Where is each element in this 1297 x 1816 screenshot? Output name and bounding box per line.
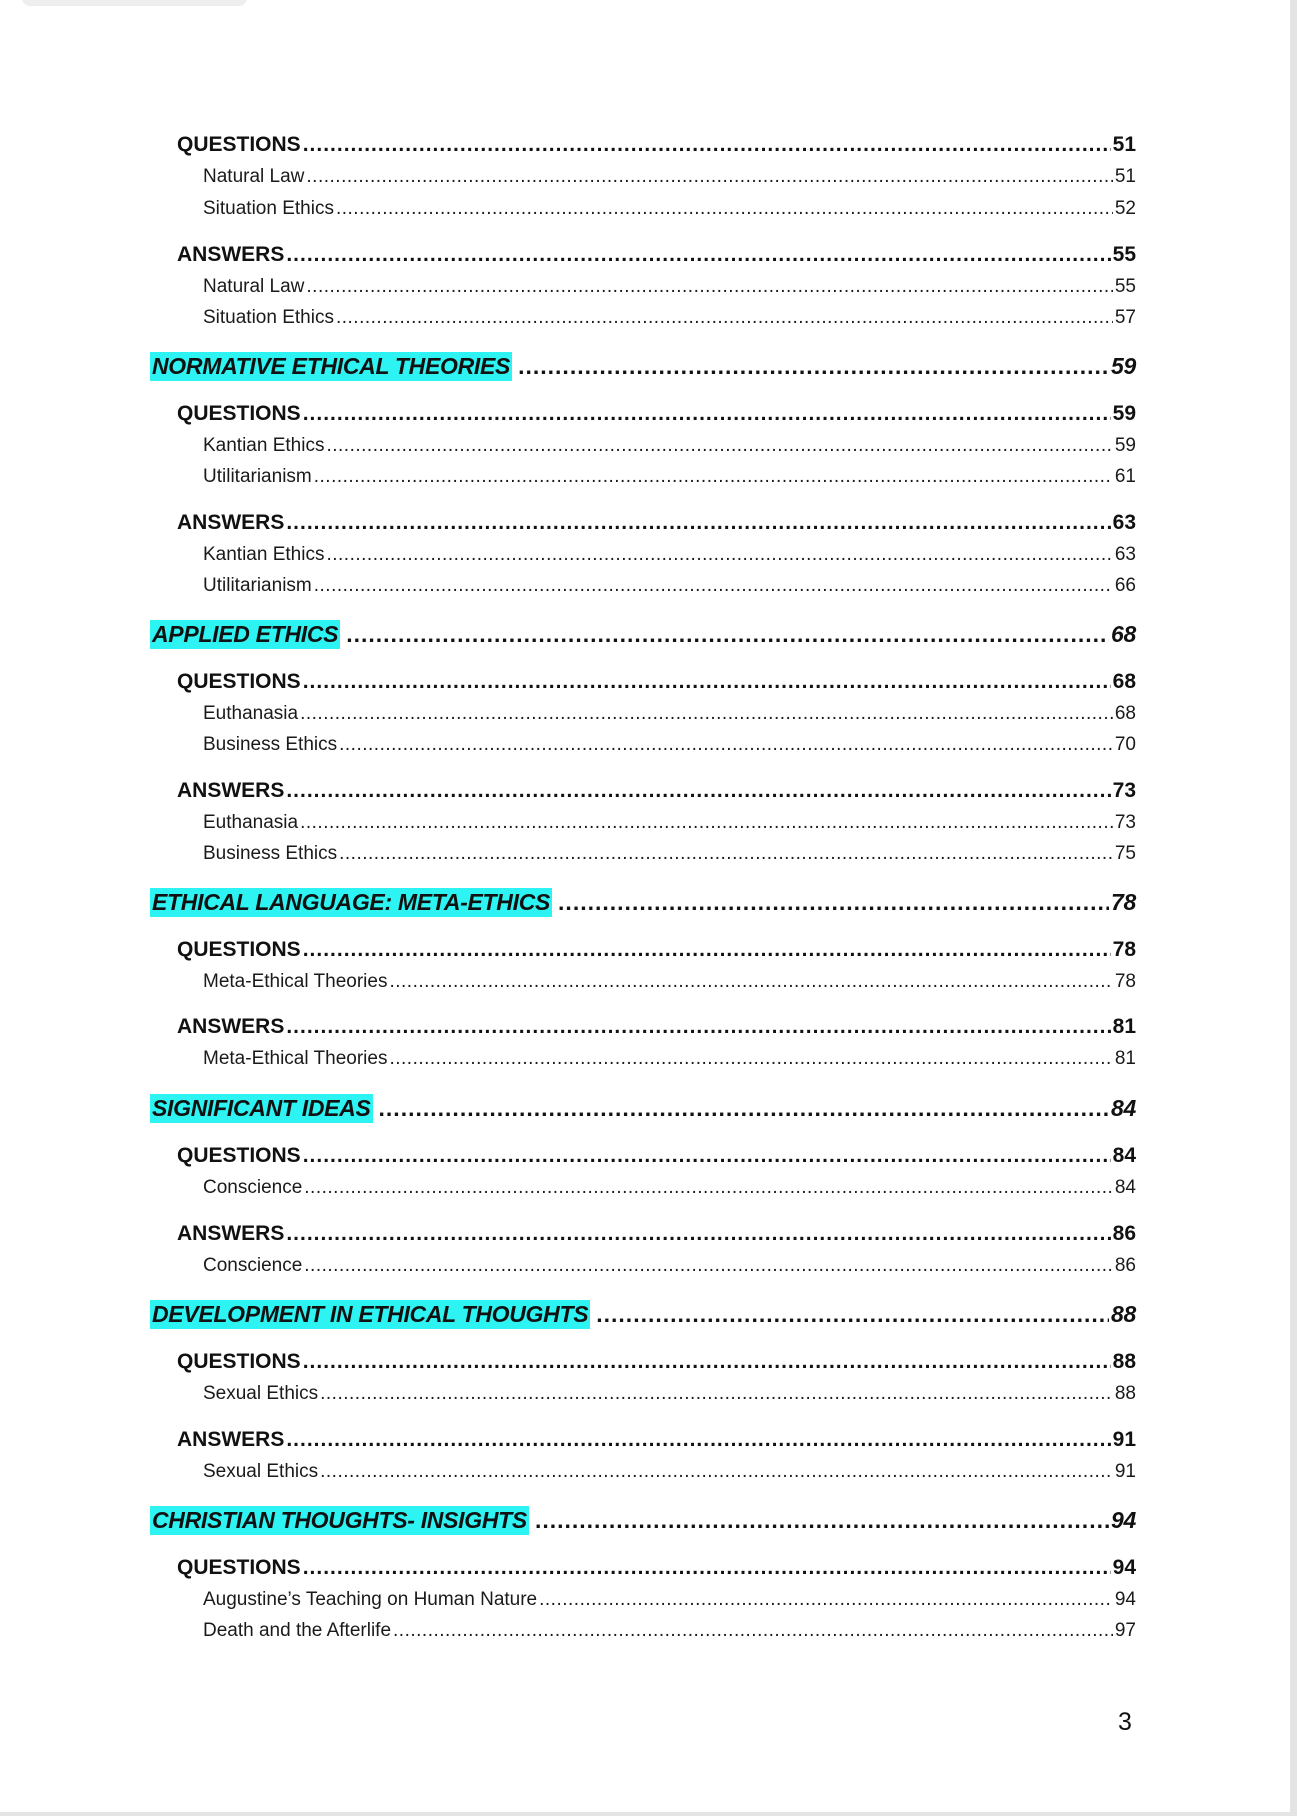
toc-dot-leader	[304, 1255, 1113, 1277]
toc-chapter-entry[interactable]	[150, 620, 1136, 649]
toc-page-number: 63	[1112, 511, 1136, 534]
toc-dot-leader	[326, 544, 1112, 566]
toc-page-number: 86	[1114, 1255, 1136, 1276]
toc-topic-title: Euthanasia	[203, 812, 299, 833]
toc-dot-leader	[326, 435, 1112, 457]
toc-dot-leader	[300, 812, 1113, 834]
page-edge	[1290, 0, 1297, 1816]
toc-dot-leader	[389, 1048, 1112, 1070]
toc-dot-leader	[336, 307, 1113, 329]
toc-section-entry[interactable]	[177, 1428, 1136, 1452]
toc-dot-leader	[303, 402, 1111, 426]
toc-page-number: 94	[1111, 1507, 1136, 1533]
toc-page-number: 94	[1112, 1556, 1136, 1579]
toc-dot-leader	[518, 353, 1109, 380]
toc-topic-title: Meta-Ethical Theories	[203, 1048, 388, 1069]
toc-page-number: 78	[1112, 938, 1136, 961]
toc-section-title: QUESTIONS	[177, 402, 301, 425]
toc-topic-entry[interactable]	[203, 276, 1136, 298]
toc-topic-title: Kantian Ethics	[203, 435, 325, 456]
toc-topic-entry[interactable]	[203, 843, 1136, 865]
toc-page-number: 91	[1112, 1428, 1136, 1451]
toc-topic-entry[interactable]	[203, 466, 1136, 488]
toc-section-title: QUESTIONS	[177, 1144, 301, 1167]
toc-page-number: 59	[1112, 402, 1136, 425]
toc-topic-title: Situation Ethics	[203, 198, 334, 219]
toc-dot-leader	[286, 1015, 1110, 1039]
toc-page-number: 88	[1114, 1383, 1136, 1404]
toc-page-number: 94	[1114, 1589, 1136, 1610]
toc-page-number: 97	[1114, 1620, 1136, 1641]
toc-page-number: 70	[1114, 734, 1136, 755]
toc-section-title: QUESTIONS	[177, 1350, 301, 1373]
toc-topic-title: Sexual Ethics	[203, 1383, 319, 1404]
toc-page-number: 51	[1112, 133, 1136, 156]
toc-topic-title: Conscience	[203, 1177, 303, 1198]
toc-topic-entry[interactable]	[203, 198, 1136, 220]
toc-topic-title: Utilitarianism	[203, 575, 312, 596]
toc-page-number: 88	[1111, 1301, 1136, 1327]
toc-page-number: 55	[1112, 243, 1136, 266]
toc-dot-leader	[286, 243, 1110, 267]
toc-dot-leader	[558, 889, 1109, 916]
toc-chapter-entry[interactable]	[150, 1094, 1136, 1123]
toc-dot-leader	[320, 1461, 1113, 1483]
toc-section-title: QUESTIONS	[177, 938, 301, 961]
toc-topic-entry[interactable]	[203, 812, 1136, 834]
toc-chapter-title: DEVELOPMENT IN ETHICAL THOUGHTS	[152, 1301, 589, 1327]
page-tab	[22, 0, 247, 6]
toc-page-number: 73	[1114, 812, 1136, 833]
toc-topic-entry[interactable]	[203, 1255, 1136, 1277]
toc-topic-entry[interactable]	[203, 971, 1136, 993]
toc-section-entry[interactable]	[177, 1144, 1136, 1168]
toc-topic-entry[interactable]	[203, 734, 1136, 756]
toc-dot-leader	[303, 938, 1111, 962]
toc-page-number: 84	[1114, 1177, 1136, 1198]
toc-chapter-title: NORMATIVE ETHICAL THEORIES	[152, 353, 511, 379]
toc-dot-leader	[300, 703, 1113, 725]
toc-page-number: 84	[1112, 1144, 1136, 1167]
toc-topic-entry[interactable]	[203, 1177, 1136, 1199]
toc-section-entry[interactable]	[177, 779, 1136, 803]
toc-page-number: 68	[1111, 621, 1136, 647]
toc-section-title: ANSWERS	[177, 1015, 285, 1038]
toc-topic-title: Death and the Afterlife	[203, 1620, 392, 1641]
toc-page-number: 73	[1112, 779, 1136, 802]
toc-dot-leader	[303, 133, 1111, 157]
toc-dot-leader	[379, 1095, 1109, 1122]
toc-section-title: QUESTIONS	[177, 1556, 301, 1579]
toc-topic-title: Situation Ethics	[203, 307, 334, 328]
toc-section-entry[interactable]	[177, 670, 1136, 694]
toc-section-entry[interactable]	[177, 402, 1136, 426]
toc-page-number: 86	[1112, 1222, 1136, 1245]
toc-topic-title: Kantian Ethics	[203, 544, 325, 565]
toc-dot-leader	[303, 1144, 1111, 1168]
toc-page-number: 68	[1112, 670, 1136, 693]
toc-dot-leader	[336, 198, 1113, 220]
toc-dot-leader	[303, 1556, 1111, 1580]
toc-section-entry[interactable]	[177, 938, 1136, 962]
toc-page-number: 55	[1114, 276, 1136, 297]
toc-topic-entry[interactable]	[203, 1461, 1136, 1483]
toc-dot-leader	[286, 511, 1110, 535]
toc-section-title: QUESTIONS	[177, 670, 301, 693]
toc-dot-leader	[393, 1620, 1113, 1642]
toc-chapter-title: CHRISTIAN THOUGHTS- INSIGHTS	[152, 1507, 527, 1533]
toc-section-entry[interactable]	[177, 133, 1136, 157]
toc-dot-leader	[303, 670, 1111, 694]
toc-dot-leader	[304, 1177, 1113, 1199]
toc-dot-leader	[320, 1383, 1113, 1405]
toc-topic-title: Business Ethics	[203, 843, 338, 864]
toc-chapter-title: ETHICAL LANGUAGE: META-ETHICS	[152, 889, 551, 915]
toc-topic-entry[interactable]	[203, 1589, 1136, 1611]
toc-topic-entry[interactable]	[203, 575, 1136, 597]
toc-section-entry[interactable]	[177, 1556, 1136, 1580]
toc-topic-entry[interactable]	[203, 1620, 1136, 1642]
page-number: 3	[1118, 1708, 1132, 1736]
toc-chapter-title: APPLIED ETHICS	[152, 621, 339, 647]
toc-page-number: 81	[1114, 1048, 1136, 1069]
toc-topic-entry[interactable]	[203, 544, 1136, 566]
toc-topic-title: Euthanasia	[203, 703, 299, 724]
toc-dot-leader	[539, 1589, 1113, 1611]
toc-dot-leader	[339, 843, 1113, 865]
toc-page-number: 81	[1112, 1015, 1136, 1038]
toc-topic-title: Augustine’s Teaching on Human Nature	[203, 1589, 538, 1610]
toc-chapter-title: SIGNIFICANT IDEAS	[152, 1095, 371, 1121]
toc-topic-entry[interactable]	[203, 435, 1136, 457]
toc-chapter-entry[interactable]	[150, 888, 1136, 917]
toc-page-number: 88	[1112, 1350, 1136, 1373]
toc-dot-leader	[286, 779, 1110, 803]
toc-dot-leader	[314, 466, 1113, 488]
toc-section-title: ANSWERS	[177, 1222, 285, 1245]
toc-page-number: 51	[1114, 166, 1136, 187]
toc-chapter-entry[interactable]	[150, 352, 1136, 381]
toc-dot-leader	[339, 734, 1113, 756]
toc-section-entry[interactable]	[177, 1350, 1136, 1374]
toc-section-entry[interactable]	[177, 1222, 1136, 1246]
toc-page-number: 59	[1114, 435, 1136, 456]
toc-section-entry[interactable]	[177, 243, 1136, 267]
toc-page-number: 84	[1111, 1095, 1136, 1121]
toc-dot-leader	[596, 1301, 1109, 1328]
toc-topic-title: Natural Law	[203, 276, 305, 297]
toc-section-title: ANSWERS	[177, 243, 285, 266]
toc-page-number: 52	[1114, 198, 1136, 219]
toc-page-number: 57	[1114, 307, 1136, 328]
toc-page-number: 61	[1114, 466, 1136, 487]
toc-chapter-entry[interactable]	[150, 1300, 1136, 1329]
toc-dot-leader	[306, 276, 1112, 298]
toc-dot-leader	[389, 971, 1112, 993]
toc-section-title: ANSWERS	[177, 779, 285, 802]
toc-dot-leader	[346, 621, 1109, 648]
toc-topic-entry[interactable]	[203, 1383, 1136, 1405]
toc-topic-title: Utilitarianism	[203, 466, 312, 487]
toc-topic-entry[interactable]	[203, 166, 1136, 188]
toc-topic-title: Sexual Ethics	[203, 1461, 319, 1482]
toc-dot-leader	[286, 1428, 1110, 1452]
toc-topic-entry[interactable]	[203, 307, 1136, 329]
toc-topic-title: Natural Law	[203, 166, 305, 187]
toc-dot-leader	[314, 575, 1113, 597]
toc-page-number: 66	[1114, 575, 1136, 596]
toc-section-title: ANSWERS	[177, 1428, 285, 1451]
toc-page-number: 78	[1114, 971, 1136, 992]
toc-section-title: ANSWERS	[177, 511, 285, 534]
toc-dot-leader	[303, 1350, 1111, 1374]
toc-topic-entry[interactable]	[203, 1048, 1136, 1070]
toc-topic-entry[interactable]	[203, 703, 1136, 725]
page-bottom-edge	[0, 1812, 1297, 1816]
toc-topic-title: Conscience	[203, 1255, 303, 1276]
toc-page-number: 68	[1114, 703, 1136, 724]
toc-topic-title: Meta-Ethical Theories	[203, 971, 388, 992]
toc-dot-leader	[286, 1222, 1110, 1246]
toc-page-number: 59	[1111, 353, 1136, 379]
toc-section-title: QUESTIONS	[177, 133, 301, 156]
toc-page-number: 63	[1114, 544, 1136, 565]
toc-topic-title: Business Ethics	[203, 734, 338, 755]
toc-section-entry[interactable]	[177, 511, 1136, 535]
toc-page-number: 91	[1114, 1461, 1136, 1482]
toc-dot-leader	[306, 166, 1112, 188]
toc-section-entry[interactable]	[177, 1015, 1136, 1039]
toc-dot-leader	[535, 1507, 1109, 1534]
toc-chapter-entry[interactable]	[150, 1506, 1136, 1535]
toc-page-number: 75	[1114, 843, 1136, 864]
toc-page-number: 78	[1111, 889, 1136, 915]
